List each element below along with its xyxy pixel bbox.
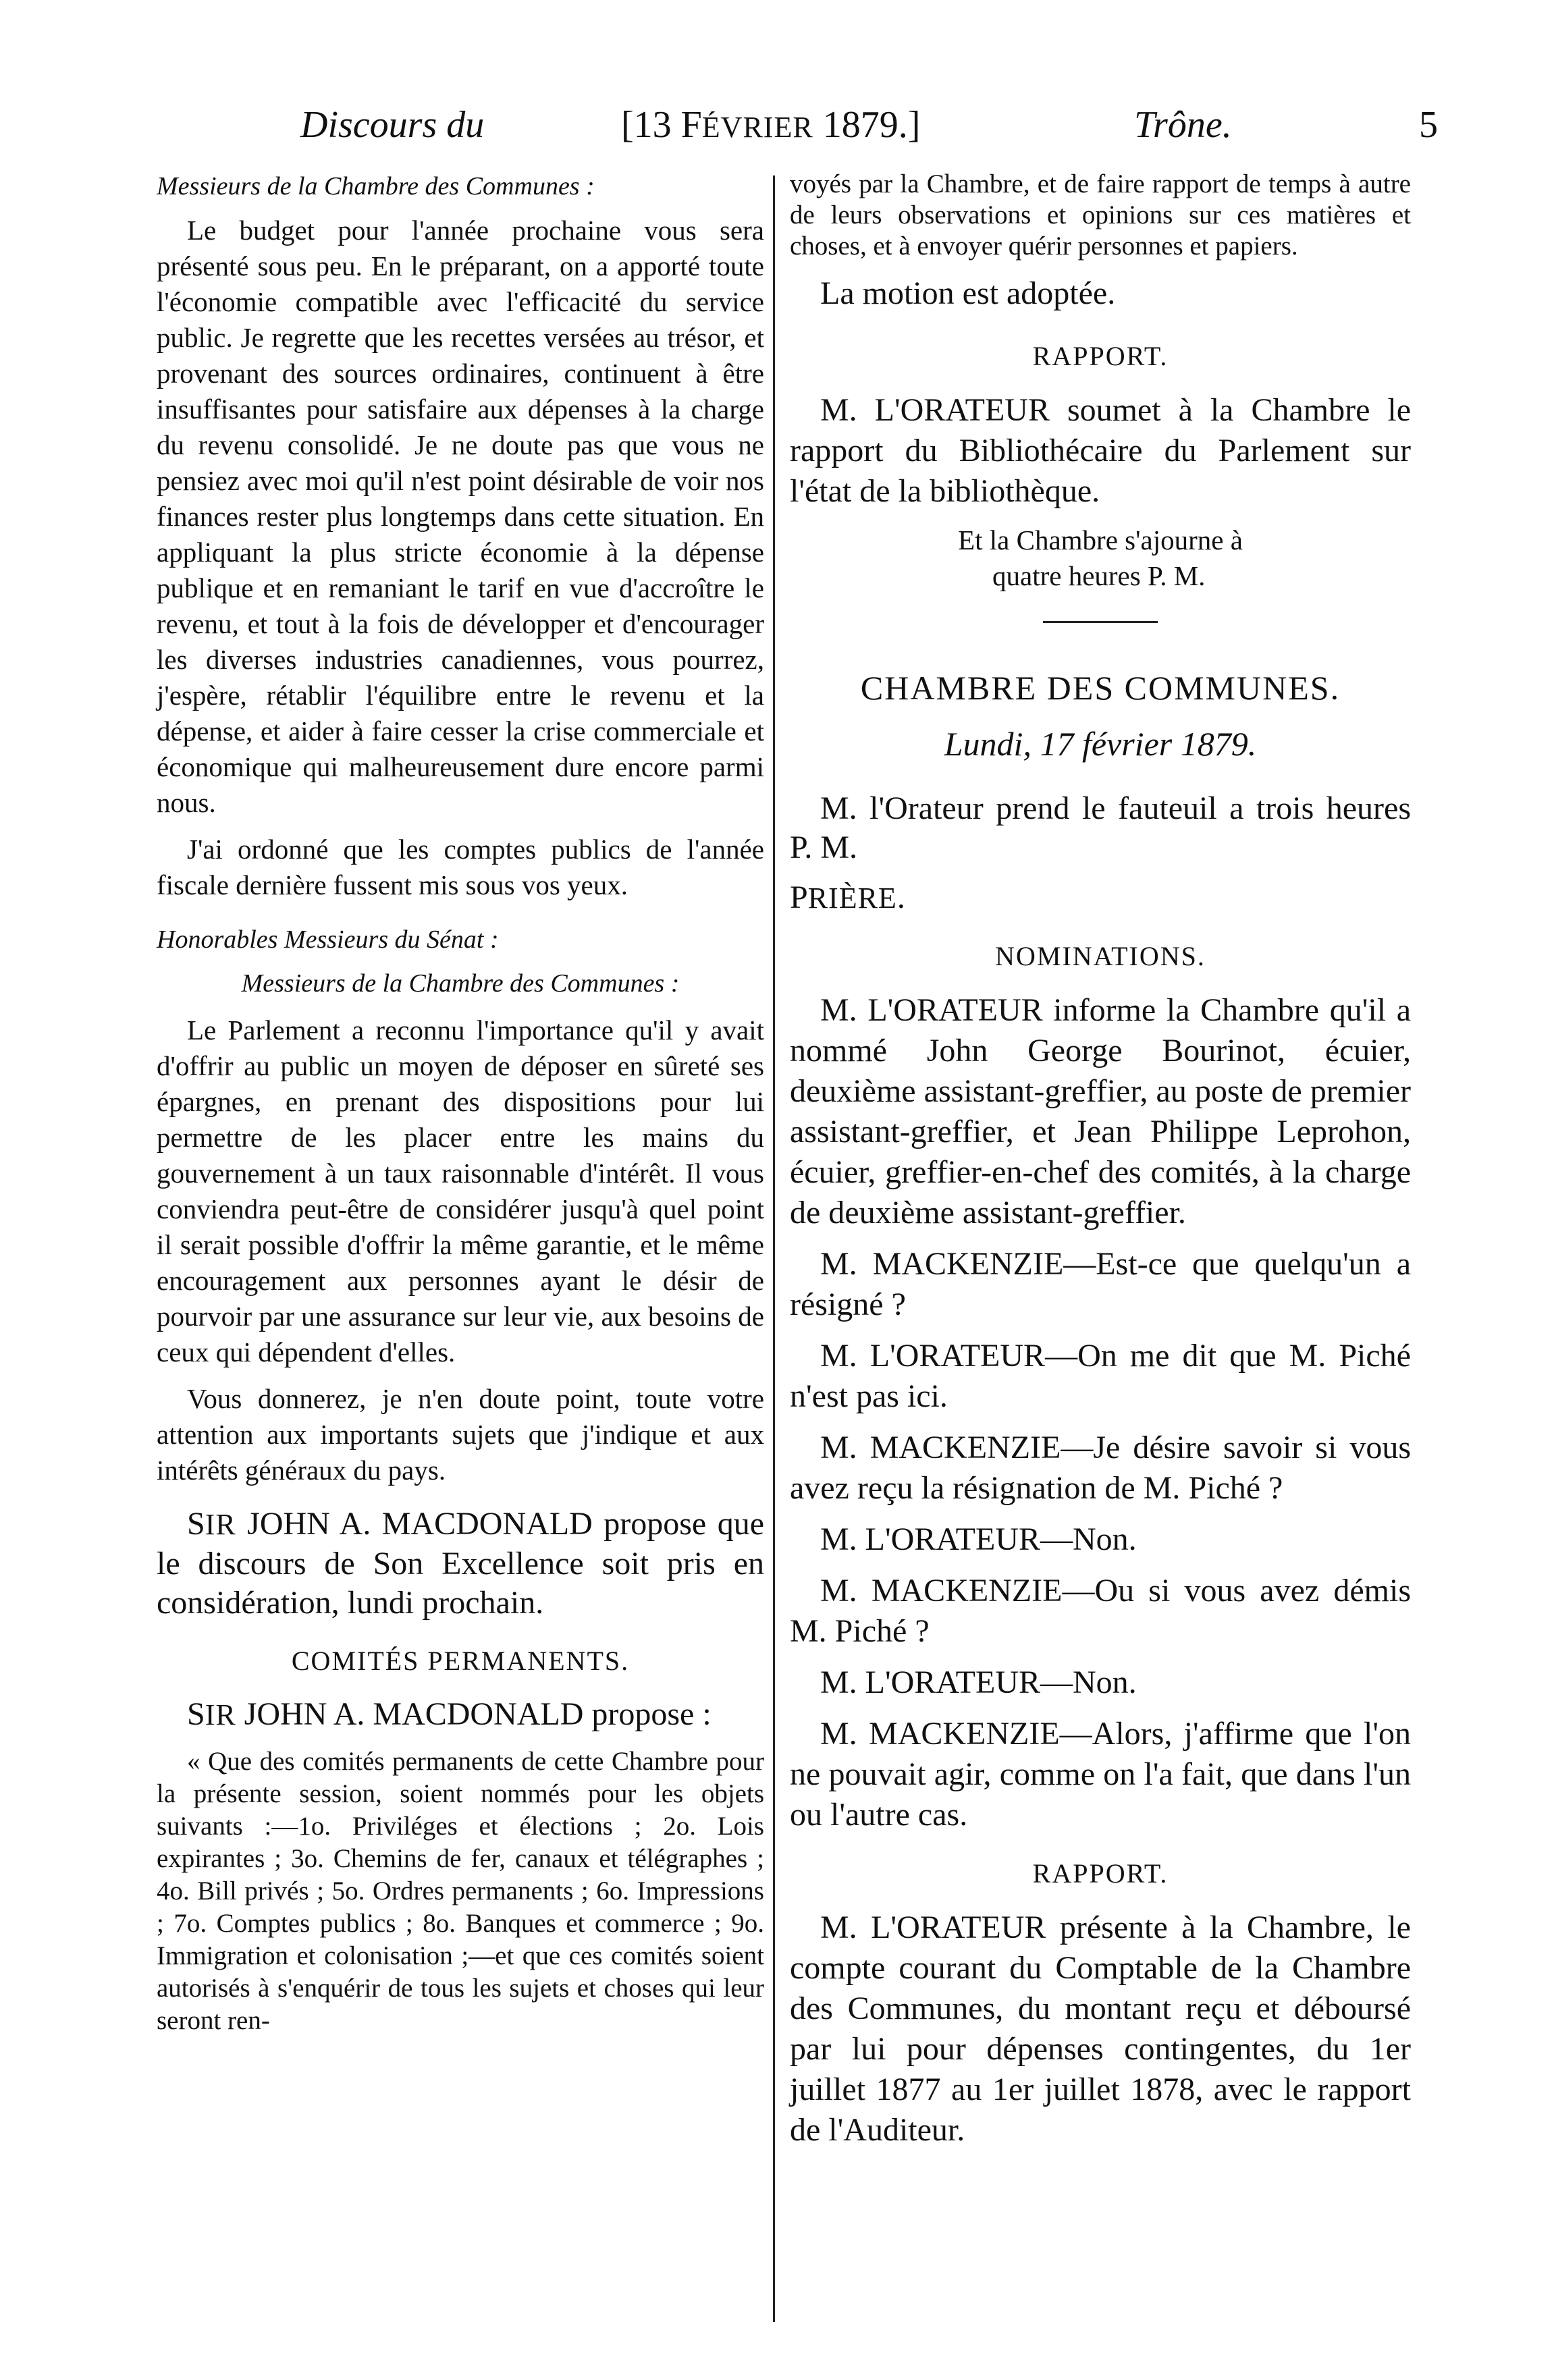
adjourn-line-2: quatre heures P. M. (992, 560, 1206, 591)
address-commons: Messieurs de la Chambre des Communes : (157, 172, 595, 200)
rapport-1-text: soumet à la Chambre le rapport du Bibliothécaire du Parlement sur l'état de la bibliothèque. (790, 392, 1411, 509)
dialogue-4-text: —Non. (1040, 1521, 1137, 1557)
dialogue-1 (790, 1244, 1411, 1325)
dialogue-3 (790, 1428, 1411, 1509)
sitting-date: Lundi, 17 février 1879. (944, 725, 1257, 763)
heading-rapport-1: RAPPORT. (1032, 341, 1169, 371)
header-left: Discours du (300, 104, 485, 146)
rapport-2-text: présente à la Chambre, le compte courant du Comptable de la Chambre des Communes, du montant reçu et déboursé par lui pour dépenses contingentes, du 1er juillet 1877 au 1er juillet 1878, avec le rapport de l'Auditeur. (790, 1910, 1411, 2148)
running-header (155, 101, 1438, 148)
rapport-2-speaker: M. L'ORATEUR (820, 1910, 1046, 1945)
heading-standing-committees: COMITÉS PERMANENTS. (291, 1646, 630, 1676)
right-column (790, 169, 1411, 2161)
prayer-rest: RIÈRE (807, 882, 897, 915)
paragraph-attention: Vous donnerez, je n'en doute point, toute votre attention aux importants sujets que j'indique et aux intérêts généraux du pays. (157, 1383, 764, 1486)
left-column (157, 169, 764, 2048)
prayer-initial: P (790, 880, 808, 915)
rapport-2 (790, 1908, 1411, 2151)
header-date (621, 101, 920, 151)
paragraph-continuation: voyés par la Chambre, et de faire rapport de temps à autre de leurs observations et opinions sur ces matières et choses, et à envoyer quérir personnes et papiers. (790, 169, 1411, 261)
dialogue-7 (790, 1714, 1411, 1835)
dialogue-2-speaker: M. L'ORATEUR (820, 1338, 1046, 1374)
paragraph-savings: Le Parlement a reconnu l'importance qu'il y avait d'offrir au public un moyen de déposer en sûreté ses épargnes, en prenant des dispositions pour lui permettre de les placer entre les mains du gouvernement à un taux raisonnable d'intérêt. Il vous conviendra peut-être de considérer jusqu'à quel point il serait possible d'offrir la même garantie, et le même encouragement aux personnes ayant le désir de pourvoir par une assurance sur leur vie, aux besoins de ceux qui dépendent d'elles. (157, 1015, 764, 1368)
dialogue-4-speaker: M. L'ORATEUR (820, 1521, 1040, 1557)
dialogue-6-text: —Non. (1040, 1665, 1137, 1700)
heading-nominations: NOMINATIONS. (995, 941, 1206, 971)
motion-2-name: JOHN A. MACDONALD (236, 1696, 584, 1732)
motion-1-initial: S (187, 1506, 205, 1542)
dialogue-2-text: —On me dit que M. Piché n'est pas ici. (790, 1338, 1411, 1414)
dialogue-5-speaker: M. MACKENZIE (820, 1573, 1063, 1608)
motion-1-text: propose que le discours de Son Excellence soit pris en considération, lundi prochain. (157, 1506, 765, 1621)
paragraph-opening: M. l'Orateur prend le fauteuil a trois heures P. M. (790, 790, 1411, 865)
paragraph-budget: Le budget pour l'année prochaine vous sera présenté sous peu. En le préparant, on a apporté toute l'économie compatible avec l'efficacité du service public. Je regrette que les recettes versées au trésor, et provenant des sources ordinaires, continuent à être insuffisantes pour satisfaire aux dépenses à la charge du revenu consolidé. Je ne doute pas que vous ne pensiez avec moi qu'il n'est point désirable de voir nos finances rester plus longtemps dans cette situation. En appliquant la plus stricte économie à la dépense publique et en remaniant le tarif en vue d'accroître le revenu, et tout à la fois de développer et d'encourager les diverses industries canadiennes, vous pourrez, j'espère, rétablir l'équilibre entre le revenu et la dépense, et aider à faire cesser la crise commerciale et économique qui malheureusement dure encore parmi nous. (157, 215, 764, 818)
header-date-month: ÉVRIER (701, 111, 813, 144)
heading-house-of-commons: CHAMBRE DES COMMUNES. (860, 669, 1341, 707)
prayer-end: . (896, 880, 905, 915)
dialogue-3-text: —Je désire savoir si vous avez reçu la résignation de M. Piché ? (790, 1430, 1412, 1506)
paragraph-accounts: J'ai ordonné que les comptes publics de l'année fiscale dernière fussent mis sous vos yeux. (157, 834, 764, 900)
nominations-speaker: M. L'ORATEUR (820, 992, 1043, 1028)
header-date-close: 1879.] (813, 104, 921, 146)
dialogue-2 (790, 1336, 1411, 1417)
header-right: Trône. (1134, 104, 1232, 146)
dialogue-1-text: —Est-ce que quelqu'un a résigné ? (790, 1246, 1412, 1322)
dialogue-3-speaker: M. MACKENZIE (820, 1430, 1061, 1465)
motion-2-text: propose : (583, 1696, 712, 1732)
motion-1-title: IR (205, 1508, 236, 1541)
motion-1-name: JOHN A. MACDONALD (236, 1506, 593, 1542)
rapport-1 (790, 390, 1411, 512)
dialogue-7-speaker: M. MACKENZIE (820, 1716, 1060, 1752)
rapport-1-speaker: M. L'ORATEUR (820, 392, 1050, 428)
dialogue-6-speaker: M. L'ORATEUR (820, 1665, 1040, 1700)
page-number: 5 (1419, 104, 1438, 146)
dialogue-5 (790, 1571, 1411, 1652)
column-divider (773, 175, 775, 2322)
dialogue-5-text: —Ou si vous avez démis M. Piché ? (790, 1573, 1411, 1649)
motion-macdonald-1 (157, 1505, 764, 1623)
dialogue-1-speaker: M. MACKENZIE (820, 1246, 1064, 1282)
dialogue-4 (790, 1519, 1411, 1560)
heading-rapport-2: RAPPORT. (1032, 1858, 1169, 1889)
motion-adopted: La motion est adoptée. (820, 275, 1116, 311)
dialogue-6 (790, 1662, 1411, 1703)
dialogue-7-text: —Alors, j'affirme que l'on ne pouvait agir, comme on l'a fait, que dans l'un ou l'autre cas. (790, 1716, 1411, 1833)
motion-2-initial: S (187, 1696, 205, 1732)
nominations-paragraph (790, 990, 1411, 1233)
committees-quote: « Que des comités permanents de cette Chambre pour la présente session, soient nommés pour les objets suivants :—1o. Priviléges et élections ; 2o. Lois expirantes ; 3o. Chemins de fer, canaux et télégraphes ; 4o. Bill privés ; 5o. Ordres permanents ; 6o. Impressions ; 7o. Comptes publics ; 8o. Banques et commerce ; 9o. Immigration et colonisation ;—et que ces comités soient autorisés à s'enquérir de tous les sujets et choses qui leur seront ren- (157, 1747, 764, 2035)
nominations-text: informe la Chambre qu'il a nommé John George Bourinot, écuier, deuxième assistant-greffier, au poste de premier assistant-greffier, et Jean Philippe Leprohon, écuier, greffier-en-chef des comités, à la charge de deuxième assistant-greffier. (790, 992, 1411, 1230)
header-date-open: [13 F (621, 104, 702, 146)
motion-macdonald-2 (157, 1695, 764, 1735)
address-commons-2: Messieurs de la Chambre des Communes : (241, 969, 680, 998)
motion-2-title: IR (205, 1698, 236, 1731)
section-divider (1043, 621, 1158, 623)
prayer-line (790, 878, 1411, 918)
address-senate: Honorables Messieurs du Sénat : (157, 925, 499, 954)
adjourn-line-1: Et la Chambre s'ajourne à (958, 524, 1243, 556)
